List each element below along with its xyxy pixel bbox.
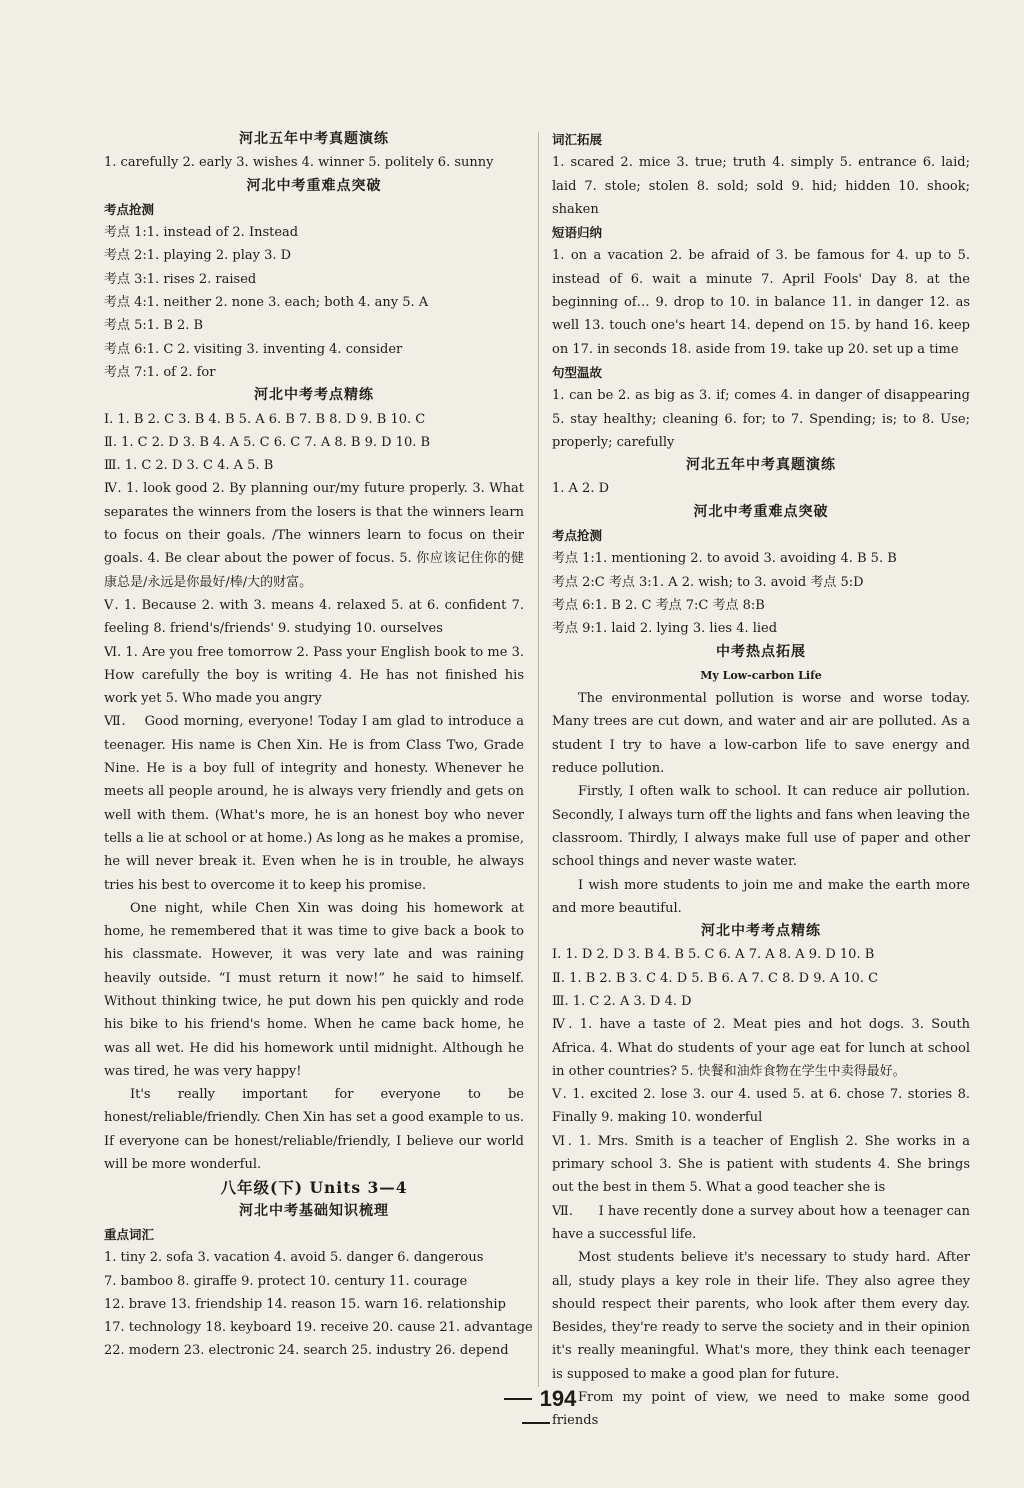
answer-line: 考点 6:1. B 2. C 考点 7:C 考点 8:B [552,597,765,613]
answer-line: 考点 9:1. laid 2. lying 3. lies 4. lied [552,621,778,637]
answer-paragraph: 1. can be 2. as big as 3. if; comes 4. in danger of disappearing 5. stay healthy; cleaning 6. for; to 7. Spending; is; to 8. Use; properly; carefully [552,388,970,450]
page-footer [474,1386,598,1431]
essay-paragraph [104,710,524,896]
answer-line: 考点 5:1. B 2. B [104,318,204,334]
answer-line: 考点 6:1. C 2. visiting 3. inventing 4. consider [104,341,403,357]
essay-paragraph: One night, while Chen Xin was doing his homework at home, he remembered that it was time to give back a book to his classmate. However, it was very late and was raining heavily outside. “I must return it now!” he said to himself. Without thinking twice, he put down his pen quickly and rode his bike to his friend's home. When he came back home, he was all wet. He did his homework until midnight. Although he was tired, he was very happy! [104,900,524,1079]
essay-paragraph: It's really important for everyone to be honest/reliable/friendly. Chen Xin has set a good example to us. If everyone can be honest/reliable/friendly, I believe our world will be more wonderful. [104,1087,524,1173]
essay-text: Good morning, everyone! Today I am glad to introduce a teenager. His name is Chen Xin. He is from Class Two, Grade Nine. He is a boy full of integrity and honesty. Whenever he meets all people around, he is always very friendly and gets on well with them. (What's more, he is an honest boy who never tells a lie at school or at home.) As long as he makes a promise, he will never break it. Even when he is in trouble, he always tries his best to overcome it to keep his promise. [104,714,524,893]
section-title: 河北五年中考真题演练 [686,457,836,474]
essay-text: I have recently done a survey about how a teenager can have a successful life. [552,1203,970,1242]
answer-paragraph: 1. on a vacation 2. be afraid of 3. be famous for 4. up to 5. instead of 6. wait a minute 7. April Fools' Day 8. at the beginning of… 9. drop to 10. in balance 11. in danger 12. as well 13. touch one's heart 14. depend on 15. by hand 16. keep on 17. in seconds 18. aside from 19. take up 20. set up a time [552,248,970,357]
answer-line: 1. A 2. D [552,481,610,497]
essay-paragraph: The environmental pollution is worse and worse today. Many trees are cut down, and water and air are polluted. As a student I try to have a low-carbon life to save energy and reduce pollution. [552,691,970,777]
section-label: Ⅶ. [104,714,126,730]
footer-rule [522,1422,550,1424]
answer-paragraph: Ⅵ. 1. Are you free tomorrow 2. Pass your English book to me 3. How carefully the boy is writing 4. He has not finished his work yet 5. Who made you angry [104,644,524,707]
answer-line: 22. modern 23. electronic 24. search 25. industry 26. depend [104,1343,509,1359]
essay-paragraph: I wish more students to join me and make the earth more and more beautiful. [552,877,970,916]
answer-paragraph: Ⅴ. 1. Because 2. with 3. means 4. relaxed 5. at 6. confident 7. feeling 8. friend's/friends' 9. studying 10. ourselves [104,597,524,637]
answer-paragraph: Ⅳ. 1. look good 2. By planning our/my future properly. 3. What separates the winners from the losers is that the winners learn to focus on their goals. /The winners learn to focus on their goals. 4. Be clear about the power of focus. 5. 你应该记住你的健康总是/永远是你最好/棒/大的财富。 [104,481,524,590]
essay-title: My Low-carbon Life [700,668,822,682]
answer-line: Ⅰ. 1. B 2. C 3. B 4. B 5. A 6. B 7. B 8. D 9. B 10. C [104,411,426,427]
subsection-label: 考点抢测 [104,201,155,217]
right-column [552,128,970,1433]
answer-line: 1. tiny 2. sofa 3. vacation 4. avoid 5. danger 6. dangerous [104,1250,484,1266]
answer-line: 1. carefully 2. early 3. wishes 4. winner 5. politely 6. sunny [104,155,494,171]
essay-paragraph: Most students believe it's necessary to study hard. After all, study plays a key role in their life. They also agree they should respect their parents, who look after them every day. Besides, they're ready to serve the society and in their opinion it's really meaningful. What's more, they think each teenager is supposed to make a good plan for future. [552,1250,970,1382]
answer-line: 17. technology 18. keyboard 19. receive 20. cause 21. advantage [104,1320,533,1336]
answer-paragraph: 1. scared 2. mice 3. true; truth 4. simply 5. entrance 6. laid; laid 7. stole; stolen 8. sold; sold 9. hid; hidden 10. shook; shaken [552,155,970,217]
left-column [104,128,533,1363]
answer-paragraph: Ⅳ. 1. have a taste of 2. Meat pies and hot dogs. 3. South Africa. 4. What do students of your age eat for lunch at school in other countries? 5. 快餐和油炸食物在学生中卖得最好。 [552,1017,970,1079]
essay-paragraph: Firstly, I often walk to school. It can reduce air pollution. Secondly, I always turn off the lights and fans when leaving the classroom. Thirdly, I always make full use of paper and other school things and never waste water. [552,784,970,870]
answer-line: Ⅲ. 1. C 2. A 3. D 4. D [552,993,692,1009]
section-title: 河北五年中考真题演练 [239,131,389,147]
answer-line: 12. brave 13. friendship 14. reason 15. warn 16. relationship [104,1296,506,1312]
essay-paragraph [552,1200,970,1247]
answer-line: 考点 7:1. of 2. for [104,364,216,380]
answer-paragraph: Ⅵ. 1. Mrs. Smith is a teacher of English 2. She works in a primary school 3. She is patient with students 4. She brings out the best in them 5. What a good teacher she is [552,1133,970,1196]
section-title: 河北中考考点精练 [254,387,374,404]
answer-line: 考点 1:1. instead of 2. Instead [104,225,299,241]
subsection-label: 短语归纳 [552,225,603,241]
answer-line: 考点 3:1. rises 2. raised [104,271,257,287]
section-title: 中考热点拓展 [716,643,806,660]
section-label: Ⅶ. [552,1203,574,1219]
subsection-label: 重点词汇 [104,1226,155,1242]
footer-rule [504,1398,532,1400]
answer-line: 考点 2:1. playing 2. play 3. D [104,248,292,264]
answer-line: 考点 4:1. neither 2. none 3. each; both 4. any 5. A [104,295,429,311]
section-title: 河北中考重难点突破 [246,177,382,194]
subsection-label: 词汇拓展 [552,132,603,147]
answer-line: Ⅱ. 1. B 2. B 3. C 4. D 5. B 6. A 7. C 8. D 9. A 10. C [552,970,879,986]
page-number: 194 [539,1386,577,1411]
section-title: 河北中考基础知识梳理 [239,1202,389,1219]
answer-line: Ⅰ. 1. D 2. D 3. B 4. B 5. C 6. A 7. A 8. A 9. D 10. B [552,947,875,963]
section-title: 河北中考考点精练 [701,923,821,940]
answer-line: 7. bamboo 8. giraffe 9. protect 10. century 11. courage [104,1273,468,1289]
answer-line: Ⅱ. 1. C 2. D 3. B 4. A 5. C 6. C 7. A 8. B 9. D 10. B [104,434,431,450]
column-divider [538,132,539,1387]
subsection-label: 考点抢测 [552,528,603,544]
section-title: 河北中考重难点突破 [693,503,829,520]
unit-title: 八年级(下) Units 3—4 [220,1178,408,1198]
answer-line: Ⅲ. 1. C 2. D 3. C 4. A 5. B [104,458,274,474]
answer-line: 考点 1:1. mentioning 2. to avoid 3. avoiding 4. B 5. B [552,551,897,567]
subsection-label: 句型温故 [552,364,603,380]
answer-line: 考点 2:C 考点 3:1. A 2. wish; to 3. avoid 考点 5:D [552,574,864,590]
essay-paragraph: From my point of view, we need to make some good friends [552,1390,970,1429]
answer-paragraph: Ⅴ. 1. excited 2. lose 3. our 4. used 5. at 6. chose 7. stories 8. Finally 9. making 10. wonderful [552,1087,970,1126]
